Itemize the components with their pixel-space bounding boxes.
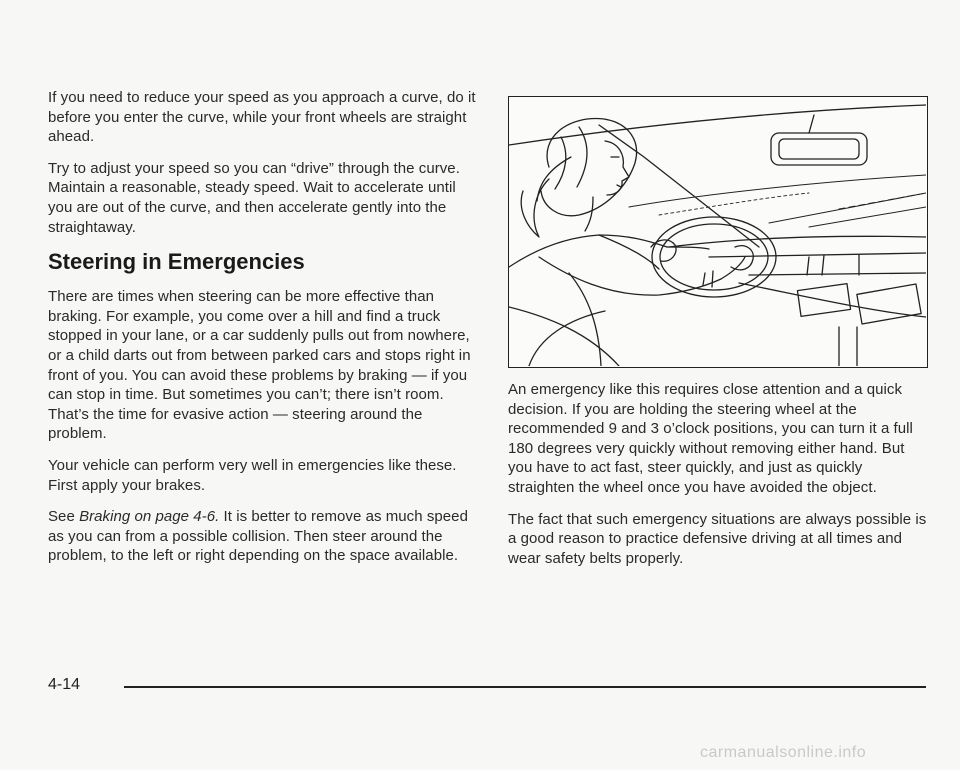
braking-reference-link[interactable]: Braking on page 4-6. (79, 508, 220, 526)
paragraph-curve-speed: If you need to reduce your speed as you approach a curve, do it before you enter the curve, while your front wheels are straight ahead. (48, 89, 476, 146)
see-suffix: It is better to remove as much speed as you can from a possible collision. Then steer around the problem, to the left or right depending on the space available. (48, 508, 468, 565)
right-column (508, 380, 928, 580)
paragraph-steering-vs-braking: There are times when steering can be more effective than braking. For example, you come over a hill and find a truck stopped in your lane, or a car suddenly pulls out from nowhere, or a child darts out from between parked cars and stops right in front of you. You can avoid these problems by braking — if you can stop in time. But sometimes you can’t; there isn’t room. That’s the time for evasive action — steering around the problem. (48, 288, 471, 443)
paragraph-vehicle-performance: Your vehicle can perform very well in emergencies like these. First apply your brakes. (48, 456, 457, 494)
paragraph-adjust-speed: Try to adjust your speed so you can “drive” through the curve. Maintain a reasonable, steady speed. Wait to accelerate until you are out of the curve, and then accelerate gently into the straightaway. (48, 159, 460, 236)
left-column (48, 88, 478, 578)
see-prefix: See (48, 508, 80, 526)
section-heading: Steering in Emergencies (48, 249, 305, 275)
footer-rule (124, 686, 926, 688)
page-number: 4-14 (48, 676, 81, 693)
paragraph-emergency-decision: An emergency like this requires close attention and a quick decision. If you are holding the steering wheel at the recommended 9 and 3 o’clock positions, you can turn it a full 180 degrees very quickly without removing either hand. But you have to act fast, steer quickly, and just as quickly straighten the wheel once you have avoided the object. (508, 381, 913, 496)
driver-steering-wheel-illustration (508, 96, 928, 368)
paragraph-see-braking (48, 507, 478, 566)
watermark: carmanualsonline.info (700, 744, 867, 761)
paragraph-defensive-driving: The fact that such emergency situations are always possible is a good reason to practice defensive driving at all times and wear safety belts properly. (508, 510, 927, 567)
